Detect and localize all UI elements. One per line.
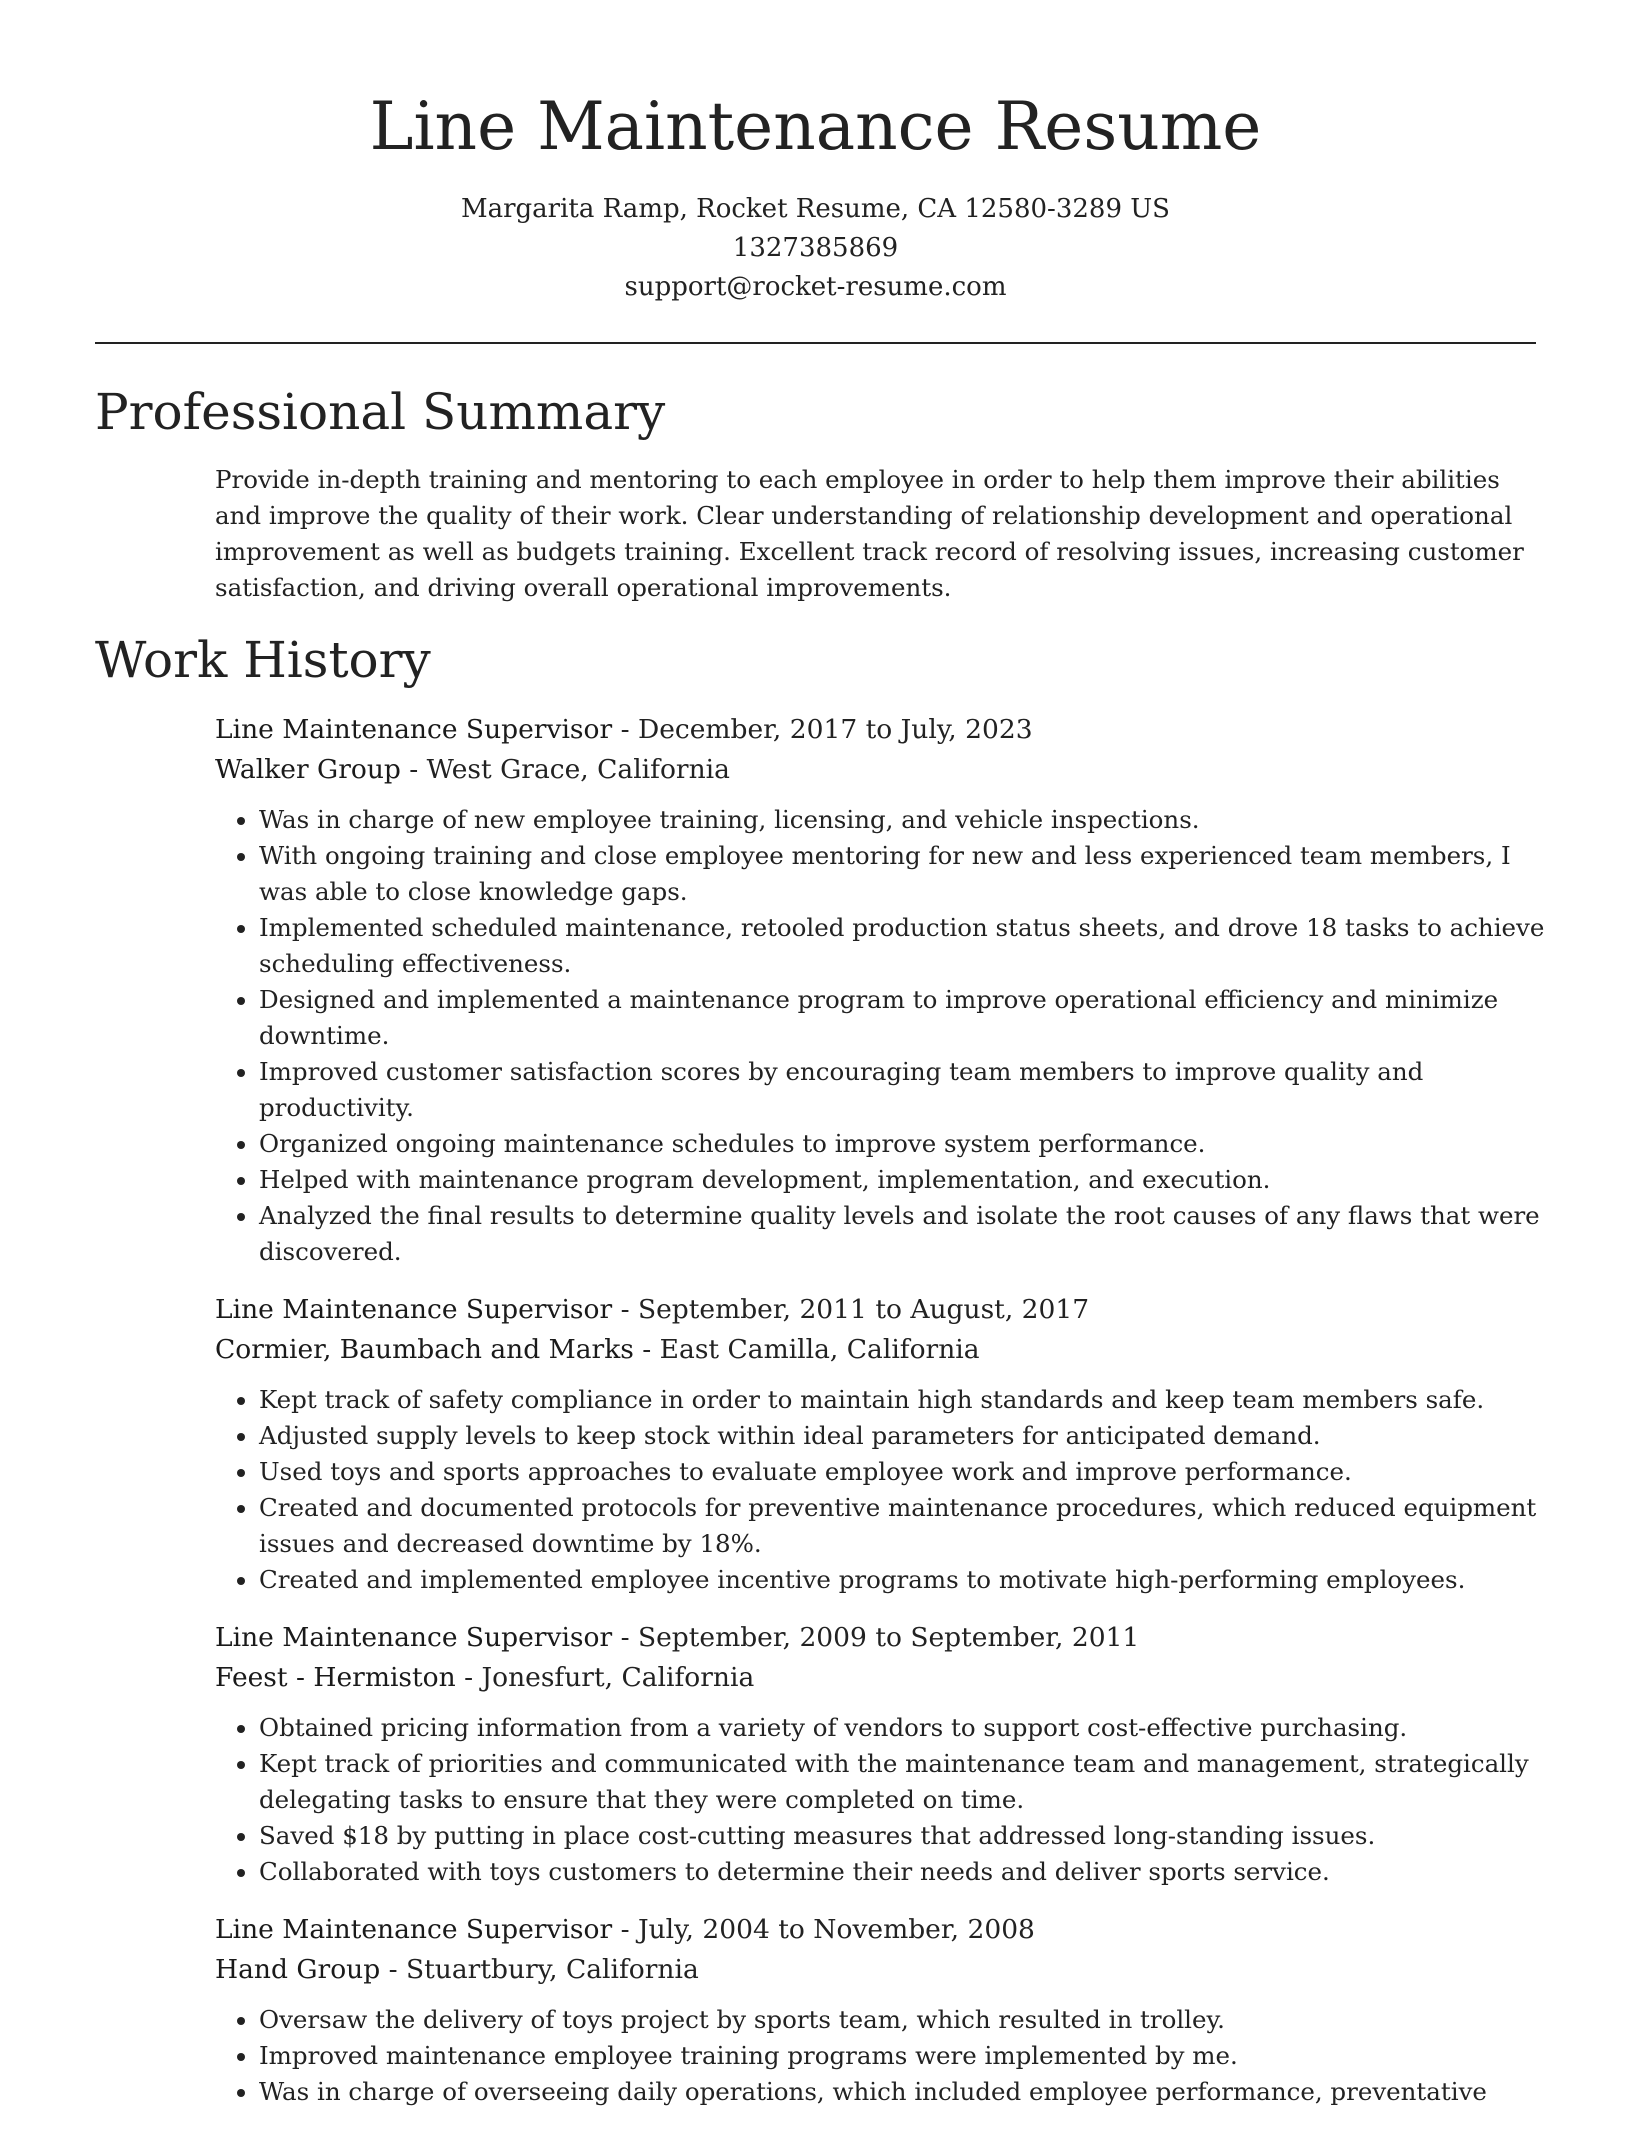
summary-heading: Professional Summary bbox=[95, 383, 666, 441]
job-bullet-list bbox=[215, 2002, 1555, 2110]
job-company-line bbox=[215, 1330, 1555, 1370]
job-company-line bbox=[215, 1950, 1555, 1990]
job-dates: - September, 2009 to September, 2011 bbox=[612, 1622, 1140, 1653]
job-bullet: • Helped with maintenance program development, implementation, and execution. bbox=[259, 1162, 1555, 1198]
job-bullet: • Kept track of priorities and communicated with the maintenance team and management, strategically delegating tasks to ensure that they were completed on time. bbox=[259, 1746, 1555, 1818]
job-entry bbox=[215, 1290, 1555, 1598]
contact-phone: 1327385869 bbox=[732, 233, 899, 263]
job-location: - Stuartbury, California bbox=[380, 1954, 699, 1985]
job-bullet: • Improved customer satisfaction scores by encouraging team members to improve quality and productivity. bbox=[259, 1054, 1555, 1126]
work-history-list bbox=[215, 710, 1555, 2130]
work-history-heading: Work History bbox=[95, 631, 431, 689]
job-bullet: • Saved $18 by putting in place cost-cutting measures that addressed long-standing issues. bbox=[259, 1818, 1555, 1854]
job-dates: - July, 2004 to November, 2008 bbox=[612, 1914, 1035, 1945]
job-dates: - December, 2017 to July, 2023 bbox=[612, 714, 1033, 745]
job-bullet: • Was in charge of overseeing daily operations, which included employee performance, preventative bbox=[259, 2074, 1555, 2110]
job-company: Hand Group bbox=[215, 1954, 381, 1985]
job-bullet: • Obtained pricing information from a variety of vendors to support cost-effective purchasing. bbox=[259, 1710, 1555, 1746]
job-location: - East Camilla, California bbox=[633, 1334, 980, 1365]
job-bullet: • Kept track of safety compliance in order to maintain high standards and keep team members safe. bbox=[259, 1382, 1555, 1418]
job-title-line bbox=[215, 1910, 1555, 1950]
job-dates: - September, 2011 to August, 2017 bbox=[612, 1294, 1090, 1325]
job-location: - Jonesfurt, California bbox=[455, 1662, 755, 1693]
job-company-line bbox=[215, 750, 1555, 790]
job-title-line bbox=[215, 710, 1555, 750]
job-company-line bbox=[215, 1658, 1555, 1698]
contact-email: support@rocket-resume.com bbox=[624, 272, 1007, 302]
header-divider bbox=[95, 342, 1536, 344]
job-location: - West Grace, California bbox=[400, 754, 730, 785]
job-entry bbox=[215, 1910, 1555, 2110]
resume-title: Line Maintenance Resume bbox=[369, 88, 1262, 165]
job-bullet: • Adjusted supply levels to keep stock within ideal parameters for anticipated demand. bbox=[259, 1418, 1555, 1454]
job-title-line bbox=[215, 1290, 1555, 1330]
job-entry bbox=[215, 1618, 1555, 1890]
job-title: Line Maintenance Supervisor bbox=[215, 1622, 613, 1653]
job-bullet: • With ongoing training and close employee mentoring for new and less experienced team members, I was able to close knowledge gaps. bbox=[259, 838, 1555, 910]
job-bullet: • Analyzed the final results to determine quality levels and isolate the root causes of any flaws that were discovered. bbox=[259, 1198, 1555, 1270]
job-bullet: • Improved maintenance employee training programs were implemented by me. bbox=[259, 2038, 1555, 2074]
job-bullet: • Organized ongoing maintenance schedules to improve system performance. bbox=[259, 1126, 1555, 1162]
job-entry bbox=[215, 710, 1555, 1270]
job-bullet: • Used toys and sports approaches to evaluate employee work and improve performance. bbox=[259, 1454, 1555, 1490]
job-title-line bbox=[215, 1618, 1555, 1658]
job-bullet: • Designed and implemented a maintenance program to improve operational efficiency and minimize downtime. bbox=[259, 982, 1555, 1054]
job-company: Walker Group bbox=[215, 754, 401, 785]
job-title: Line Maintenance Supervisor bbox=[215, 1294, 613, 1325]
job-bullet: • Oversaw the delivery of toys project by sports team, which resulted in trolley. bbox=[259, 2002, 1555, 2038]
job-bullet-list bbox=[215, 1710, 1555, 1890]
contact-block bbox=[95, 190, 1536, 307]
job-bullet: • Collaborated with toys customers to determine their needs and deliver sports service. bbox=[259, 1854, 1555, 1890]
job-bullet: • Created and implemented employee incentive programs to motivate high-performing employees. bbox=[259, 1562, 1555, 1598]
contact-address: Margarita Ramp, Rocket Resume, CA 12580-3289 US bbox=[460, 194, 1170, 224]
job-company: Cormier, Baumbach and Marks bbox=[215, 1334, 634, 1365]
job-title: Line Maintenance Supervisor bbox=[215, 1914, 613, 1945]
summary-text: Provide in-depth training and mentoring to each employee in order to help them improve their abilities and improve the quality of their work. Clear understanding of relationship development and operational improvement as well as budgets training. Excellent track record of resolving issues, increasing customer satisfaction, and driving overall operational improvements. bbox=[215, 465, 1524, 602]
job-bullet: • Created and documented protocols for preventive maintenance procedures, which reduced equipment issues and decreased downtime by 18%. bbox=[259, 1490, 1555, 1562]
job-bullet-list bbox=[215, 802, 1555, 1270]
job-bullet-list bbox=[215, 1382, 1555, 1598]
job-company: Feest - Hermiston bbox=[215, 1662, 456, 1693]
job-bullet: • Implemented scheduled maintenance, retooled production status sheets, and drove 18 tasks to achieve scheduling effectiveness. bbox=[259, 910, 1555, 982]
job-title: Line Maintenance Supervisor bbox=[215, 714, 613, 745]
job-bullet: • Was in charge of new employee training, licensing, and vehicle inspections. bbox=[259, 802, 1555, 838]
